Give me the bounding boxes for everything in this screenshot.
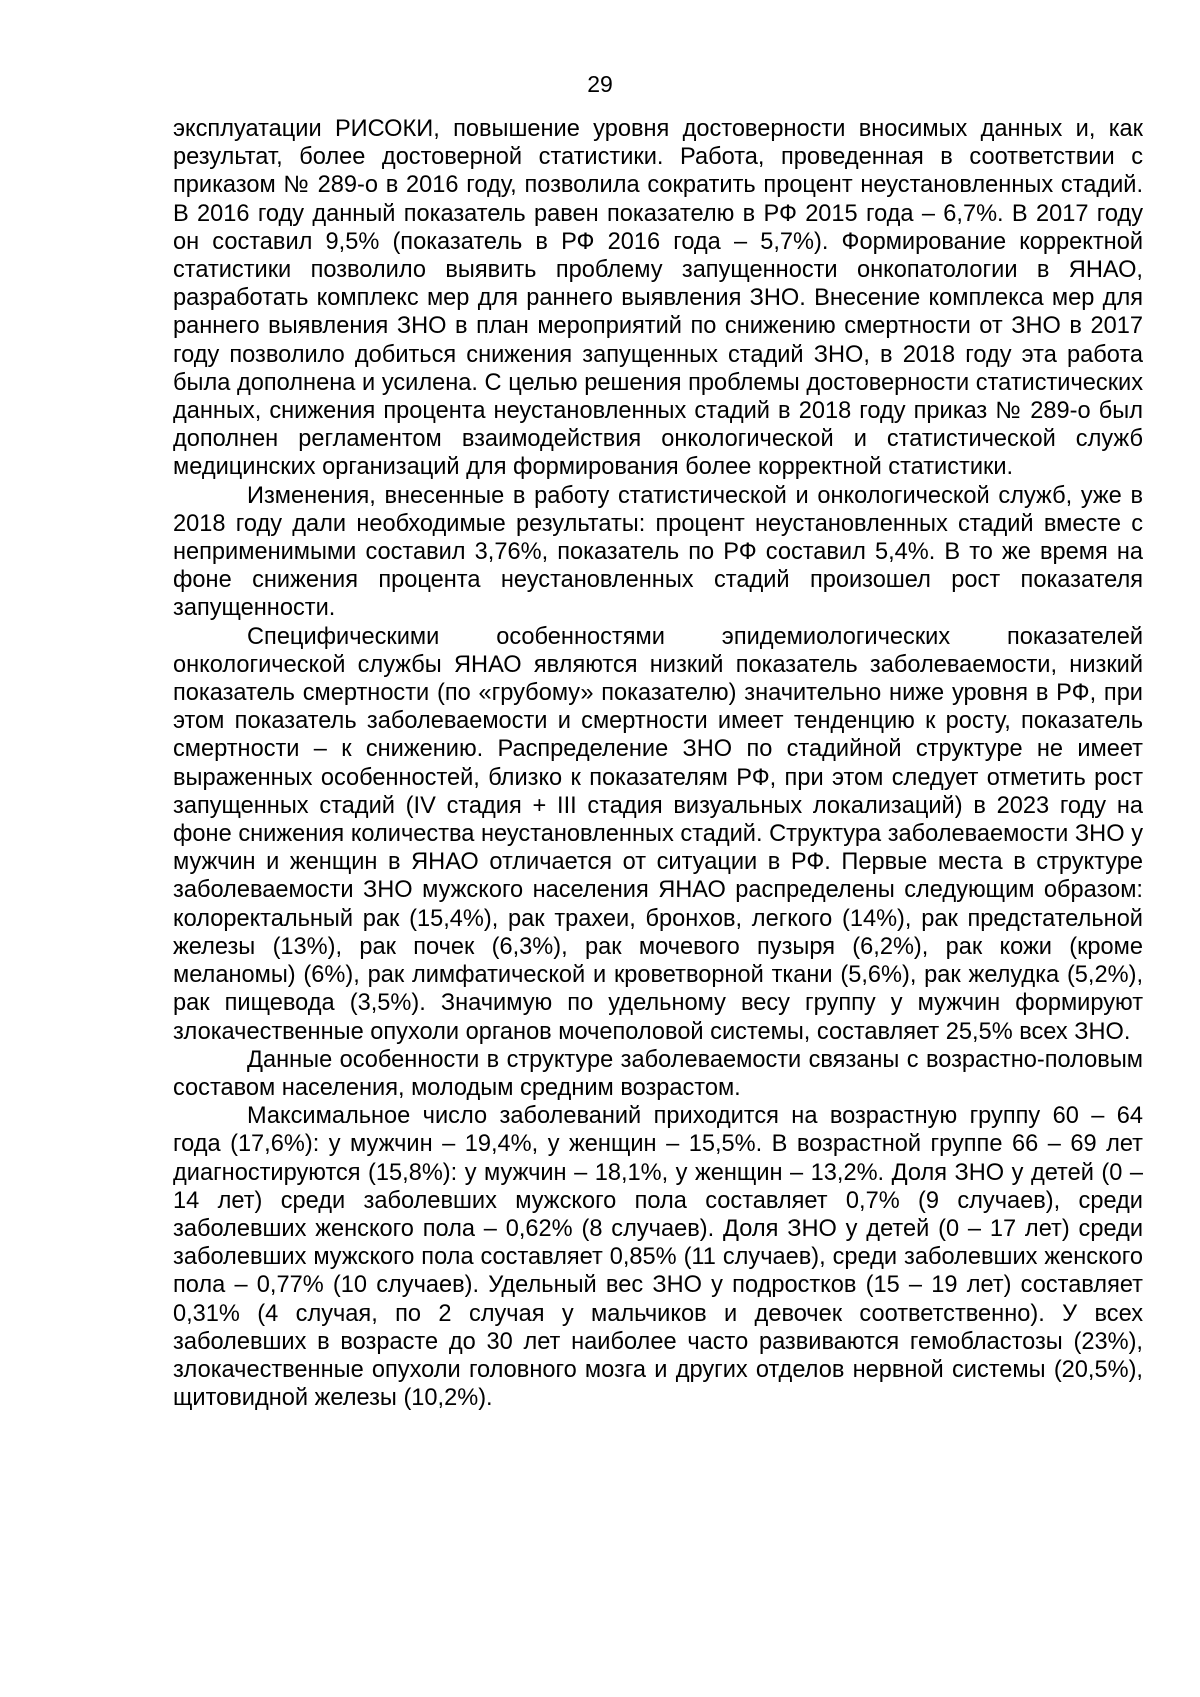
paragraph-features: Данные особенности в структуре заболеваемости связаны с возрастно-половым составом населения, молодым средним возрастом. bbox=[173, 1046, 1143, 1101]
paragraph-changes: Изменения, внесенные в работу статистической и онкологической служб, уже в 2018 году дали необходимые результаты: процент неустановленных стадий вместе с неприменимыми составил 3,76%, показатель по РФ составил 5,4%. В то же время на фоне снижения процента неустановленных стадий произошел рост показателя запущенности. bbox=[173, 482, 1143, 622]
paragraph-specifics: Специфическими особенностями эпидемиологических показателей онкологической службы ЯНАО являются низкий показатель заболеваемости, низкий показатель смертности (по «грубому» показателю) значительно ниже уровня в РФ, при этом показатель заболеваемости и смертности имеет тенденцию к росту, показатель смертности – к снижению. Распределение ЗНО по стадийной структуре не имеет выраженных особенностей, близко к показателям РФ, при этом следует отметить рост запущенных стадий (IV стадия + III стадия визуальных локализаций) в 2023 году на фоне снижения количества неустановленных стадий. Структура заболеваемости ЗНО у мужчин и женщин в ЯНАО отличается от ситуации в РФ. Первые места в структуре заболеваемости ЗНО мужского населения ЯНАО распределены следующим образом: колоректальный рак (15,4%), рак трахеи, бронхов, легкого (14%), рак предстательной железы (13%), рак почек (6,3%), рак мочевого пузыря (6,2%), рак кожи (кроме меланомы) (6%), рак лимфатической и кроветворной ткани (5,6%), рак желудка (5,2%), рак пищевода (3,5%). Значимую по удельному весу группу у мужчин формируют злокачественные опухоли органов мочеполовой системы, составляет 25,5% всех ЗНО. bbox=[173, 623, 1143, 1045]
paragraph-continuation: эксплуатации РИСОКИ, повышение уровня достоверности вносимых данных и, как результат, более достоверной статистики. Работа, проведенная в соответствии с приказом № 289-о в 2016 году, позволила сократить процент неустановленных стадий. В 2016 году данный показатель равен показателю в РФ 2015 года – 6,7%. В 2017 году он составил 9,5% (показатель в РФ 2016 года – 5,7%). Формирование корректной статистики позволило выявить проблему запущенности онкопатологии в ЯНАО, разработать комплекс мер для раннего выявления ЗНО. Внесение комплекса мер для раннего выявления ЗНО в план мероприятий по снижению смертности от ЗНО в 2017 году позволило добиться снижения запущенных стадий ЗНО, в 2018 году эта работа была дополнена и усилена. С целью решения проблемы достоверности статистических данных, снижения процента неустановленных стадий в 2018 году приказ № 289-о был дополнен регламентом взаимодействия онкологической и статистической служб медицинских организаций для формирования более корректной статистики. bbox=[173, 116, 1143, 481]
page-number: 29 bbox=[587, 71, 613, 97]
paragraph-age-groups: Максимальное число заболеваний приходится на возрастную группу 60 – 64 года (17,6%): у мужчин – 19,4%, у женщин – 15,5%. В возрастной группе 66 – 69 лет диагностируются (15,8%): у мужчин – 18,1%, у женщин – 13,2%. Доля ЗНО у детей (0 – 14 лет) среди заболевших мужского пола составляет 0,7% (9 случаев), среди заболевших женского пола – 0,62% (8 случаев). Доля ЗНО у детей (0 – 17 лет) среди заболевших мужского пола составляет 0,85% (11 случаев), среди заболевших женского пола – 0,77% (10 случаев). Удельный вес ЗНО у подростков (15 – 19 лет) составляет 0,31% (4 случая, по 2 случая у мальчиков и девочек соответственно). У всех заболевших в возрасте до 30 лет наиболее часто развиваются гемобластозы (23%), злокачественные опухоли головного мозга и других отделов нервной системы (20,5%), щитовидной железы (10,2%). bbox=[173, 1103, 1143, 1412]
document-body bbox=[173, 115, 1143, 1412]
